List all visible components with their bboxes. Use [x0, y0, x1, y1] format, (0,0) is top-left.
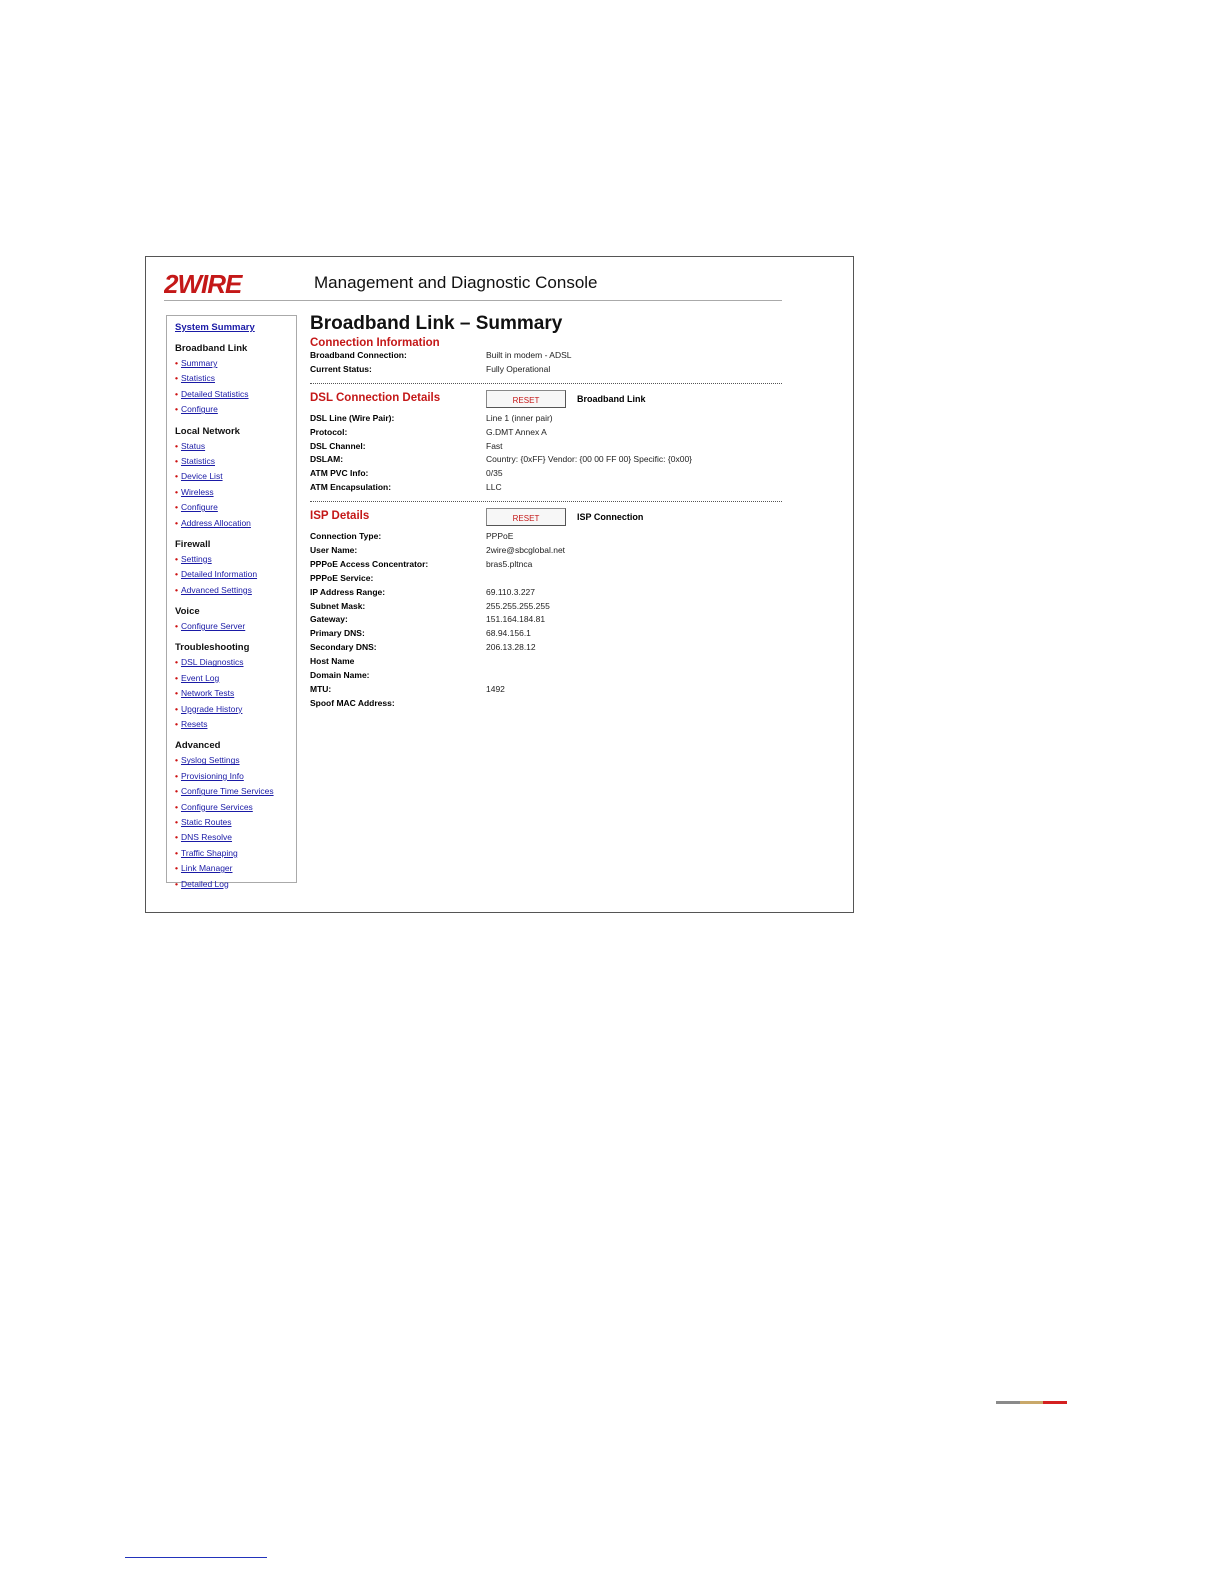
info-row [310, 530, 782, 544]
info-label: MTU: [310, 683, 332, 694]
info-value: Line 1 (inner pair) [486, 412, 553, 423]
nav-link[interactable]: Wireless [180, 486, 214, 497]
bullet-icon: • [175, 755, 178, 766]
dsl-details-title: DSL Connection Details [310, 391, 441, 404]
bullet-icon: • [175, 517, 178, 528]
info-label: Spoof MAC Address: [310, 697, 395, 708]
info-row [310, 349, 782, 363]
bullet-icon: • [175, 388, 178, 399]
nav-item [175, 717, 296, 732]
bullet-icon: • [175, 688, 178, 699]
info-row [310, 655, 782, 669]
info-value: LLC [486, 482, 502, 493]
info-label: Domain Name: [310, 670, 370, 681]
nav-item [175, 861, 296, 876]
bullet-icon: • [175, 584, 178, 595]
reset-isp-connection-button[interactable]: RESET [486, 508, 566, 526]
screenshot-frame [145, 256, 854, 913]
nav-item [175, 702, 296, 717]
info-value: 68.94.156.1 [486, 628, 531, 639]
nav-group [175, 425, 296, 531]
nav-item [175, 500, 296, 515]
nav-link[interactable]: Device List [180, 471, 223, 482]
nav-link[interactable]: Configure Server [180, 621, 246, 632]
nav-group [175, 538, 296, 598]
info-value: G.DMT Annex A [486, 426, 547, 437]
bullet-icon: • [175, 672, 178, 683]
info-label: Broadband Connection: [310, 350, 407, 360]
footnote-separator [125, 1557, 267, 1558]
connection-info-rows [310, 349, 782, 377]
deco-gray-segment [996, 1401, 1020, 1404]
info-label: ATM PVC Info: [310, 468, 369, 479]
nav-group-heading: Voice [175, 606, 200, 618]
bullet-icon: • [175, 502, 178, 513]
nav-group-heading: Local Network [175, 425, 240, 437]
nav-link[interactable]: DSL Diagnostics [180, 657, 244, 668]
nav-link[interactable]: Static Routes [180, 816, 232, 827]
bullet-icon: • [175, 832, 178, 843]
nav-item [175, 356, 296, 371]
bullet-icon: • [175, 553, 178, 564]
nav-item [175, 485, 296, 500]
bullet-icon: • [175, 863, 178, 874]
nav-link[interactable]: Network Tests [180, 688, 235, 699]
nav-link[interactable]: Link Manager [180, 863, 233, 874]
info-label: Host Name [310, 656, 355, 667]
info-row [310, 467, 782, 481]
nav-link[interactable]: Address Allocation [180, 517, 251, 528]
connection-info-title: Connection Information [310, 337, 440, 349]
bullet-icon: • [175, 569, 178, 580]
info-label: PPPoE Service: [310, 572, 374, 583]
nav-item [175, 655, 296, 670]
info-value: Fully Operational [486, 363, 551, 374]
bullet-icon: • [175, 770, 178, 781]
info-label: PPPoE Access Concentrator: [310, 558, 429, 569]
info-label: User Name: [310, 545, 358, 556]
info-row [310, 572, 782, 586]
nav-link[interactable]: Summary [180, 358, 218, 368]
info-row [310, 669, 782, 683]
isp-details-rows [310, 530, 782, 711]
info-label: Gateway: [310, 614, 348, 625]
info-label: IP Address Range: [310, 586, 386, 597]
isp-details-title: ISP Details [310, 510, 370, 523]
info-row [310, 697, 782, 711]
info-row [310, 627, 782, 641]
nav-item [175, 753, 296, 768]
bullet-icon: • [175, 878, 178, 889]
dsl-details-section [310, 390, 782, 495]
logo-text: 2WIRE [164, 269, 242, 297]
header-divider [164, 300, 782, 301]
info-row [310, 453, 782, 467]
info-value: 255.255.255.255 [486, 600, 550, 611]
nav-group [175, 739, 296, 892]
bullet-icon: • [175, 621, 178, 632]
info-label: Secondary DNS: [310, 642, 377, 653]
nav-item [175, 552, 296, 567]
nav-item [175, 516, 296, 531]
info-value: 2wire@sbcglobal.net [486, 545, 566, 556]
info-value: Built in modem - ADSL [486, 350, 572, 360]
info-label: DSLAM: [310, 454, 344, 465]
nav-item [175, 619, 296, 634]
info-label: Current Status: [310, 363, 372, 374]
nav-groups [175, 342, 296, 892]
info-row [310, 641, 782, 655]
bullet-icon: • [175, 703, 178, 714]
info-value: 0/35 [486, 468, 503, 479]
info-row [310, 683, 782, 697]
info-value: 69.110.3.227 [486, 586, 535, 597]
info-row [310, 613, 782, 627]
reset-broadband-link-button[interactable]: RESET [486, 390, 566, 408]
bullet-icon: • [175, 455, 178, 466]
nav-item [175, 815, 296, 830]
nav-group-heading: Troubleshooting [175, 642, 250, 654]
dsl-details-rows [310, 412, 782, 495]
info-label: Connection Type: [310, 531, 382, 542]
section-divider [310, 383, 782, 384]
isp-details-section [310, 508, 782, 711]
info-value: PPPoE [486, 531, 514, 542]
info-row [310, 586, 782, 600]
nav-item [175, 402, 296, 417]
deco-red-segment [1043, 1401, 1067, 1404]
nav-link[interactable]: Syslog Settings [180, 755, 240, 766]
bullet-icon: • [175, 471, 178, 482]
info-row [310, 412, 782, 426]
info-value: bras5.pltnca [486, 558, 533, 569]
nav-group [175, 342, 296, 418]
nav-item [175, 830, 296, 845]
info-row [310, 544, 782, 558]
bullet-icon: • [175, 404, 178, 415]
nav-item [175, 387, 296, 402]
bullet-icon: • [175, 719, 178, 730]
decorative-color-bar [996, 1401, 1067, 1404]
info-row [310, 426, 782, 440]
nav-item [175, 454, 296, 469]
info-value: 206.13.28.12 [486, 642, 536, 653]
nav-item [175, 567, 296, 582]
info-label: DSL Line (Wire Pair): [310, 412, 395, 423]
section-divider [310, 501, 782, 502]
info-label: Primary DNS: [310, 628, 365, 639]
info-label: Subnet Mask: [310, 600, 366, 611]
nav-item [175, 800, 296, 815]
reset-isp-connection-label: ISP Connection [577, 512, 644, 523]
info-row [310, 363, 782, 377]
nav-group-heading: Advanced [175, 740, 221, 752]
nav-link[interactable]: Configure [180, 502, 218, 513]
nav-link[interactable]: Detailed Statistics [180, 388, 249, 399]
nav-link[interactable]: Event Log [180, 672, 220, 683]
nav-link[interactable]: Detailed Information [180, 569, 258, 580]
bullet-icon: • [175, 657, 178, 668]
info-value: Country: {0xFF} Vendor: {00 00 FF 00} Specific: {0x00} [486, 454, 693, 465]
connection-info-section [310, 337, 782, 377]
info-row [310, 558, 782, 572]
bullet-icon: • [175, 440, 178, 451]
console-title: Management and Diagnostic Console [314, 273, 598, 292]
nav-item [175, 784, 296, 799]
deco-tan-segment [1020, 1401, 1043, 1404]
bullet-icon: • [175, 816, 178, 827]
main-content [310, 311, 782, 711]
nav-group [175, 641, 296, 732]
nav-item [175, 877, 296, 892]
nav-link[interactable]: Configure Services [180, 801, 253, 812]
2wire-logo [164, 269, 264, 297]
nav-item [175, 439, 296, 454]
nav-link[interactable]: Configure [180, 404, 218, 415]
info-row [310, 440, 782, 454]
nav-link[interactable]: Settings [180, 553, 212, 564]
info-value: 151.164.184.81 [486, 614, 546, 625]
bullet-icon: • [175, 847, 178, 858]
info-value: 1492 [486, 683, 505, 694]
bullet-icon: • [175, 786, 178, 797]
nav-link[interactable]: Detailed Log [180, 878, 229, 889]
nav-item [175, 671, 296, 686]
bullet-icon: • [175, 373, 178, 384]
info-label: ATM Encapsulation: [310, 482, 392, 493]
nav-link[interactable]: Provisioning Info [180, 770, 244, 781]
nav-link[interactable]: Upgrade History [180, 703, 243, 714]
nav-group [175, 605, 296, 634]
nav-link[interactable]: Status [180, 440, 206, 451]
nav-link[interactable]: Statistics [180, 373, 215, 384]
nav-link[interactable]: Statistics [180, 455, 215, 466]
nav-item [175, 846, 296, 861]
nav-item [175, 583, 296, 598]
bullet-icon: • [175, 358, 178, 368]
nav-item [175, 769, 296, 784]
sidebar-nav [166, 315, 297, 889]
nav-link[interactable]: Advanced Settings [180, 584, 252, 595]
info-label: DSL Channel: [310, 440, 366, 451]
nav-link[interactable]: DNS Resolve [180, 832, 233, 843]
nav-item [175, 686, 296, 701]
nav-item [175, 469, 296, 484]
bullet-icon: • [175, 801, 178, 812]
page-title: Broadband Link – Summary [310, 313, 563, 334]
nav-link[interactable]: Resets [180, 719, 208, 730]
nav-group-heading: Broadband Link [175, 343, 248, 354]
reset-broadband-link-label: Broadband Link [577, 393, 646, 404]
info-label: Protocol: [310, 426, 348, 437]
info-value: Fast [486, 440, 503, 451]
info-row [310, 481, 782, 495]
info-row [310, 600, 782, 614]
nav-group-heading: Firewall [175, 538, 211, 550]
nav-link[interactable]: Traffic Shaping [180, 847, 238, 858]
nav-link[interactable]: Configure Time Services [180, 786, 274, 797]
bullet-icon: • [175, 486, 178, 497]
nav-item [175, 371, 296, 386]
nav-system-summary[interactable]: System Summary [175, 322, 255, 333]
